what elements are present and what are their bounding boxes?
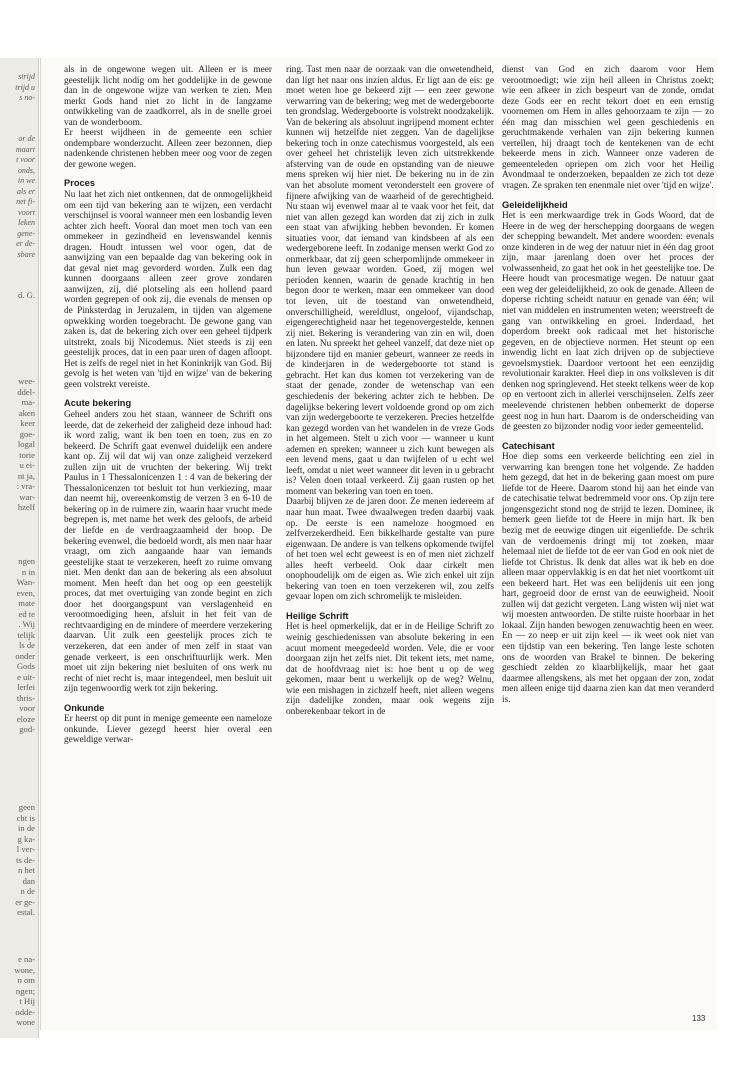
facing-page-fragment: mate [18,598,35,608]
facing-page-fragment: n de [20,886,35,896]
facing-page-fragment: voort [18,207,35,217]
paragraph: ring. Tast men naar de oorzaak van die onwetendheid, dan ligt het naar ons inzien aldus. Er ligt aan de eis: ge moet weten hoe ge bekeerd zijt — een zeer gewone verwarring van de bekering; weg met de wedergeboorte ten grondslag. Wedergeboorte is volstrekt noodzakelijk. Van de bekering als absoluut ingrijpend moment echter kunnen wij hetzelfde niet zeggen. Van de dagelijkse bekering toch in onze catechismus voorgesteld, als een over geheel het christelijk leven zich uitstrekkende afsterving van de oude en opstanding van de nieuwe mens spreken wij hier niet. De bekering nu in de zin van het absolute moment veronderstelt een grovere of fijnere afwijking van de waarheid of de gerechtigheid. Nu staan wij evenwel maar al te vaak voor het feit, dat niet van allen gezegd kan worden dat zij zich in zulk een staat van afwijking hebben bevonden. Er komen situaties voor, dat iemand van kindsbeen af als een wedergeborene leeft. In zodanige mensen werkt God zo onmerkbaar, dat zij geen scherpomlijnde ommekeer in hun leven gewaar worden. Goed, zij mogen wel perioden kennen, waarin de genade krachtig in hen begon door te werken, maar een ommekeer van dood tot leven, uit de toestand van onwetendheid, onverschilligheid, wereldlust, ongeloof, vijandschap, eigengerechtigheid naar het tegenovergestelde, kennen zij niet. Bekering is verandering van zin en wil, doen en laten. Nu spreekt het geheel vanzelf, dat deze niet op bijzondere tijd en manier gebeurt, wanneer ze reeds in de kinderjaren in de wedergeboorte tot stand is gebracht. Het kan dus komen tot verzekering van de staat der genade, zonder de wetenschap van een geschiedenis der bekering achter zich te hebben. De dagelijkse bekering levert voldoende grond op om zich van zijn wedergeboorte te verzekeren. Precies hetzelfde kan gezegd worden van het wandelen in de vreze Gods in het algemeen. Stelt u zich voor — wanneer u kunt ademen en spreken; wanneer u zich kunt bewegen als een levend mens, gaat u dan twijfelen of u echt wel leeft, omdat u niet weet wanneer dit leven in u gebracht is? Velen doen totaal verkeerd. Zij gaan rusten op het moment van bekering van toen en toen. [286,65,494,497]
facing-page-fragment: gene- [17,228,35,238]
facing-page-fragment: geen [18,802,35,812]
facing-page-fragment: cht is [16,812,35,823]
facing-page-fragment: t Hij [19,996,35,1006]
paragraph: Geheel anders zou het staan, wanneer de Schrift ons leerde, dat de zekerheid der zaligheid deze inhoud had: ik word zalig, want ik ben toen en toen, zus en zo bekeerd. De Schrift gaat evenwel duidelijk een andere kant op. Zij wil dat wij van onze zaligheid verzekerd zullen zijn uit de vruchten der bekering. Wij trekt Paulus in 1 Thessalonicenzen 1 : 4 van de bekering der Thessalonicenzen tot besluit tot hun verkiezing, maar dan neemt hij, overeenkomstig de verzen 3 en 6-10 de bekering op in de ruimere zin, waarin haar vrucht mede begrepen is, met name het werk des geloofs, de arbeid der liefde en de verdraagzaamheid der hoop. De bekering evenwel, die bedoeld wordt, als men naar haar vraagt, om zich aangaande haar van iemands geestelijke staat te verzekeren, heeft zo ruime omvang niet. Men denkt dan aan de bekering als een absoluut moment. Men heeft dan het oog op een geestelijk proces, dat met overtuiging van zonde begint en zich door het doorgangspunt van verslagenheid en verootmoediging heen, afsluit in het feit van de rechtvaardiging en de mindere of meerdere verzekering daarvan. Uit zulk een geestelijk proces zich te verzekeren, dat een ander of men zelf in staat van genade verkeert, is een onschriftuurlijk werk. Men moet uit zijn bekering niet besluiten of ons werk nu recht of niet recht is, maar integendeel, men besluit uit zijn tegenwoordig werk tot zijn bekering. [64,409,272,695]
facing-page-fragment: strijd [18,72,35,81]
facing-page-fragment: voor [19,703,35,713]
facing-page-fragment: onds, [17,165,35,175]
page-number: 133 [692,1014,706,1023]
facing-page-fragment: thris- [16,692,35,703]
facing-page-fragment: leken [18,218,35,227]
facing-page-fragment: dan [22,875,35,886]
facing-page-fragment: t voor [16,155,35,164]
facing-page-fragment: . Wij [18,619,35,629]
facing-page-fragment: ts de- [16,854,35,865]
facing-page-fragment: ls de [19,640,35,650]
facing-page-fragment: odde- [15,1006,35,1017]
facing-page-fragment: ngen; [15,985,35,996]
facing-page-fragment: lerlei [17,682,35,692]
facing-page-fragment: n om [17,975,35,985]
paragraph: Daarbij blijven ze de jaren door. Ze menen iedereem af naar hun maat. Twee dwaalwegen treden daarbij vaak op. De eerste is een nameloze hoogmoed en zelfverzekerdheid. Een bikkelharde gestalte van pure eigenwaan. De andere is van telkens opkomende twijfel of het toen wel echt geweest is en of men niet zichzelf alles heeft verbeeld. Ook daar cirkelt men onophoudelijk om de eigen as. Wie zich enkel uit zijn bekering van toen en toen verzekeren wil, zou zelfs gevaar lopen om zich schromelijk te misleiden. [286,497,494,603]
section-heading-onkunde: Onkunde [64,702,105,713]
section-heading-heilige-schrift: Heilige Schrift [286,610,349,621]
paragraph: Nu laat het zich niet ontkennen, dat de onmogelijkheid om een tijd van bekering aan te wijzen, een verdacht verschijnsel is vooral wanneer men een losbandig leven achter zich heeft. Vooral dan moet men toch van een ommekeer in gezindheid en levenswandel kennis dragen. Houdt intussen wel voor ogen, dat de aanwijzing van een bepaalde dag van bekering ook in dat geval niet mag gevorderd worden. Zulk een dag kunnen doorgaans alleen zeer grove zondaren aanwijzen, zij, dié plotseling als een hollend paard worden gegrepen of ook zij, die evenals de mensen op de Pinksterdag in Jeruzalem, in tijden van algemene opwekking worden toegebracht. De gewone gang van zaken is, dat de bekering zich over een geheel tijdperk uitstrekt, zoals bij Nicodemus. Niet steeds is zij een geestelijk proces, dat in een paar uren of dagen afloopt. Het is zelfs de regel niet in het Koninkrijk van God. Bij gevolg is het weten van 'tijd en wijze' van de bekering geen volstrekt vereiste. [64,190,272,390]
facing-page-fragment: keer [20,418,35,428]
facing-page-fragment: god- [19,724,35,734]
facing-page-fragment: logal [17,439,35,449]
facing-page-fragment: telijk [17,629,35,640]
column-2 [286,65,494,717]
column-1 [64,65,272,746]
facing-page-fragment: ma- [21,397,35,407]
paragraph: Het is heel opmerkelijk, dat er in de Heilige Schrift zo weinig geschiedenissen van absolute bekering in een acuut moment meegedeeld worden. Vele, die er voor doorgaan zijn het zelfs niet. Dit tekent iets, met name, dat de hoofdvraag niet is: hoe bent u op de weg gekomen, maar bent u werkelijk op de weg? Welnu, wie een mishagen in zichzelf heeft, niet alleen wegens zijn dadelijke zonden, maar ook wegens zijn onberekenbaar tekort in de [286,622,494,717]
facing-page-fragment: even, [16,587,35,598]
facing-page-fragment: war- [19,491,35,502]
facing-page-fragment: trijd u [15,82,35,92]
section-heading-geleidelijkheid: Geleidelijkheid [502,199,568,210]
facing-page-fragment: wone, [14,964,35,975]
paragraph: als in de ongewone wegen uit. Alleen er is meer geestelijk licht nodig om het goddelijke in de gewone dan in de ongewone wijze van werken te zien. Men merkt Gods hand niet zo licht in de langzame ontwikkeling van de zaadkorrel, als in de snelle groei van de wonderboom. [64,65,272,128]
paragraph: Er heerst op dit punt in menige gemeente een nameloze onkunde. Liever gezegd heerst hier overal een geweldige verwar- [64,714,272,746]
facing-page-fragment: estal. [17,907,35,917]
facing-page-fragment: sbare [17,249,35,259]
facing-page-fragment: Gods [16,661,35,671]
facing-page-fragment: d. G. [18,290,35,300]
facing-page-fragment: Wan- [16,577,35,587]
column-3 [502,65,714,705]
facing-page-fragment: in de [18,823,35,833]
paragraph: Het is een merkwaardige trek in Gods Woord, dat de Heere in de weg der herschepping doorgaans de wegen der schepping bewandelt. Met andere woorden: evenals onze kinderen in de weg der natuur niet in één dag groot zijn, maar jarenlang doen over het proces der volwassenheid, zo gaat het ook in het geestelijke toe. De Heere houdt van procesmatige wegen. De natuur gaat een weg der geleidelijkheid, zo ook de genade. Alleen de doperse richting scheidt natuur en genade van één; wil niet van middelen en instrumenten weten; weerstreeft de gang van ontwikkeling en groei. Inderdaad, het doperdom breekt ook radicaal met het historische gegeven, en de objectieve normen. Het steunt op een inwendig licht en laat zich drijven op de subjectieve gevoelsmystiek. Daardoor vertoont het een eenzijdig revolutionair karakter. Heel diep in ons volksleven is dit denken nog springlevend. Het steekt telkens weer de kop op en vertoont zich in allerlei verschijnselen. Zelfs zeer meelevende christenen hebben onbemerkt de doperse geest nog in hun hart. Daarom is de onderscheiding van de geesten zo bijzonder nodig voor ieder gemeentelid. [502,211,714,433]
facing-page-fragment: wone [16,1017,35,1027]
facing-page-fragment: aken [18,407,35,418]
paragraph: Er heerst wijdheen in de gemeente een schier ondempbare wonderzucht. Alleen zeer bezonnen, diep nadenkende christenen hebben meer oog voor de zegen der gewone wegen. [64,128,272,170]
facing-page-fragment: onder [15,650,35,661]
facing-page-fragment: in we [17,176,35,185]
facing-page-fragment: hzelf [17,502,35,512]
facing-page-fragment: maart [15,144,35,154]
facing-page-fragment: net fi- [16,197,35,206]
facing-page-fragment: er ge- [15,896,35,907]
facing-page-fragment: s no- [19,93,35,102]
facing-page-fragment: eloze [16,713,35,724]
facing-page-fragment: torie [19,449,35,460]
facing-page-fragment: als er [17,186,35,196]
paragraph: Hoe diep soms een verkeerde belichting een ziel in verwarring kan brengen tone het volgende. Ze hadden hem gezegd, dat het in de bekering gaan moest om pure liefde tot de Heere. Daarom stond hij aan het einde van de catechisatie telwat bedremmeld voor ons. Op zijn tere jongensgezicht stond nog de strijd te lezen. Dominee, ik bemerk geen liefde tot de Heere in mijn hart. Ik ben bezig met de eeuwige dingen uit eigenliefde. De schrik van de verdoemenis dringt mij tot zoeken, maar helemaal niet de liefde tot de eer van God en ook niet de liefde tot Christus. Ik denk dat alles wat ik heb en doe alleen maar oppervlakkig is en dat het niet voortkomt uit een bekeerd hart. Het was een belijdenis uit een jong hart, gegroeid door de ernst van de eeuwigheid. Nooit zullen wij dat gezicht vergeten. Lang wisten wij niet wat wij moesten antwoorden. De stilte ruiste hoorbaar in het lokaal. Zijn handen bewogen zenuwachtig heen en weer. En — zo neep er uit zijn keel — ik weet ook niet van een tijdstip van een bekering. Ten lange leste schoten ons de woorden van Brakel te binnen. De bekering geschiedt zelden zo klaarblijkelijk, maar het gaat daarmee allengskens, als met het opgaan der zon, zodat men alleen enige tijd daarna zien kan dat men veranderd is. [502,452,714,705]
facing-page-fragment: wee- [18,376,35,386]
paragraph: dienst van God en zich daarom voor Hem verootmoedigt; wie zijn heil alleen in Christus zoekt; wie een afkeer in zich bespeurt van de zonde, omdat deze Gods eer en recht tekort doet en een ernstig voornemen om Hem in alles gehoorzaam te zijn — zo één mag dan misschien wel geen geschiedenis en geruchtmakende verhalen van zijn bekering kunnen vertellen, hij draagt toch de kentekenen van de echt bekeerde mens in zich. Wanneer onze vaderen de gemeenteleden opriepen om zich voor het Heilig Avondmaal te onderzoeken, bepaalden ze zich tot deze vragen. Ze spraken ten enenmale niet over 'tijd en wijze'. [502,65,714,192]
facing-page-fragment: l ver- [16,844,35,854]
facing-page-fragment: or de [18,134,35,143]
facing-page-fragment: ngen [18,556,35,566]
section-heading-acute-bekering: Acute bekering [64,398,132,409]
facing-page-fragment: nt ja, [17,470,35,481]
section-heading-catechisant: Catechisant [502,440,555,451]
facing-page-fragment: u ei- [19,460,35,470]
facing-page-fragment: ddel- [17,386,35,397]
facing-page-fragment: er de- [16,239,35,248]
facing-page-fragment: goe- [19,428,35,439]
facing-page-fragment: n in [21,566,35,577]
facing-page-fragment: e na- [18,954,35,964]
facing-page-fragment: : vra- [16,481,35,491]
facing-page-fragment: e uit- [17,671,35,682]
facing-page-fragment: ed te [18,608,35,619]
facing-page-edge [0,58,39,1038]
facing-page-fragment: n het [18,865,35,875]
facing-page-fragment: g ka- [17,833,35,844]
section-heading-proces: Proces [64,178,96,189]
